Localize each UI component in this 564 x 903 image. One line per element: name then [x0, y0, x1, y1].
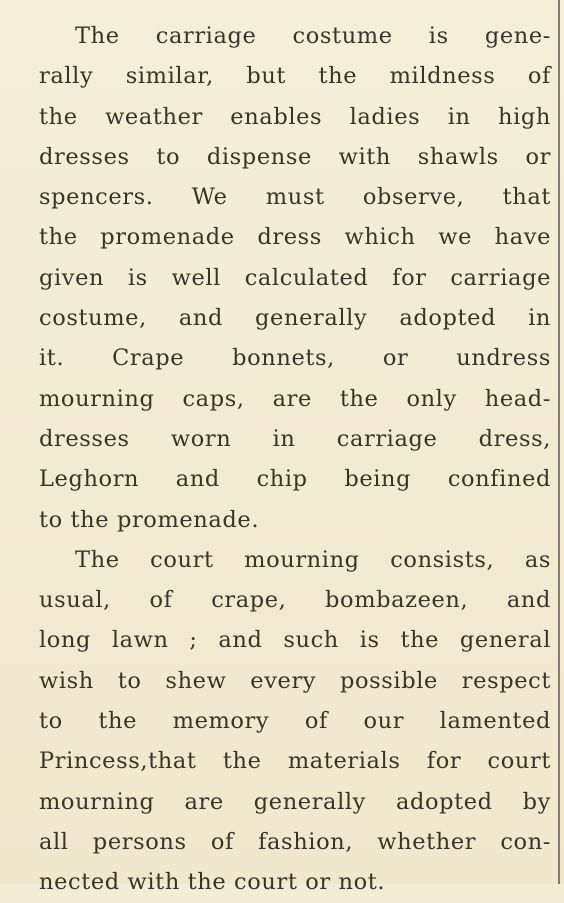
text-line: mourning are generally adopted by [39, 788, 551, 815]
column-rule [558, 0, 560, 884]
article-text [39, 16, 551, 903]
text-line: wish to shew every possible respect [39, 667, 551, 694]
text-line: given is well calculated for carriage [39, 264, 551, 291]
text-line: nected with the court or not. [39, 869, 386, 896]
text-line: to the memory of our lamented [39, 708, 551, 735]
text-line: The carriage costume is gene- [75, 23, 551, 49]
text-line: Princess,that the materials for court [39, 748, 551, 775]
text-line: costume, and generally adopted in [39, 305, 551, 332]
text-line: the weather enables ladies in high [39, 103, 551, 130]
paragraph-court-mourning [39, 540, 551, 903]
text-line: it. Crape bonnets, or undress [39, 345, 551, 372]
text-line: dresses worn in carriage dress, [39, 425, 551, 452]
text-line: rally similar, but the mildness of [39, 63, 551, 90]
text-line: dresses to dispense with shawls or [39, 143, 551, 170]
text-line: Leghorn and chip being confined [39, 466, 551, 493]
text-line: mourning caps, are the only head- [39, 385, 551, 412]
text-line: long lawn ; and such is the general [39, 627, 551, 654]
text-line: The court mourning consists, as [75, 546, 551, 573]
text-line: spencers. We must observe, that [39, 184, 551, 211]
text-line: all persons of fashion, whether con- [39, 828, 551, 855]
text-line: usual, of crape, bombazeen, and [39, 587, 551, 614]
text-line: to the promenade. [39, 506, 260, 533]
paragraph-carriage-costume [39, 16, 551, 540]
text-line: the promenade dress which we have [39, 224, 551, 251]
